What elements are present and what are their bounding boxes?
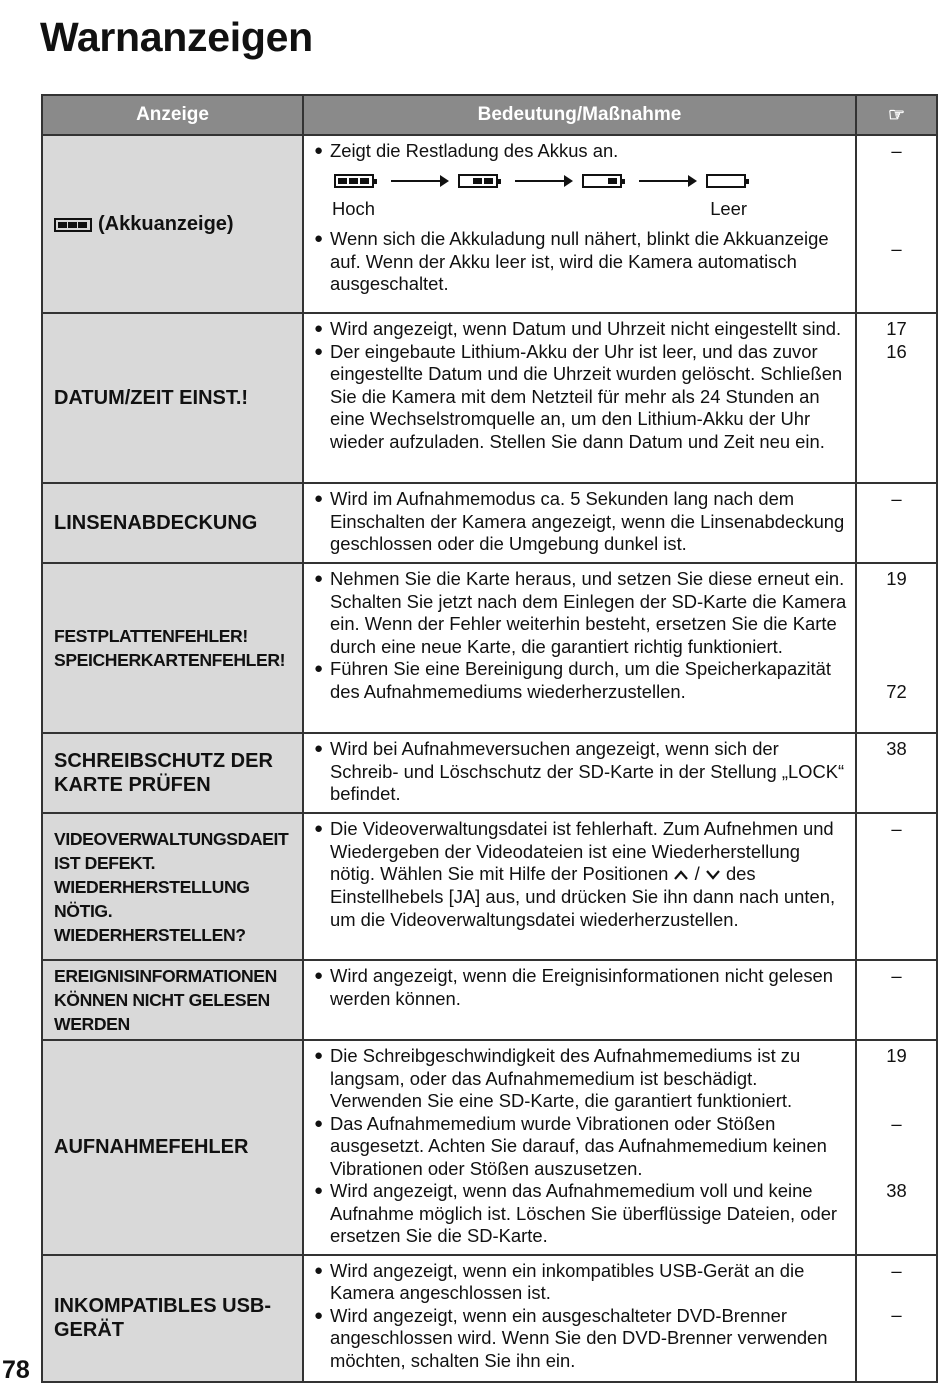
- list-item: ● Führen Sie eine Bereinigung durch, um die Speicherkapazität des Aufnahmemediums wiederherzustellen.: [314, 658, 831, 702]
- list-item: ● Die Videoverwaltungsdatei ist fehlerhaft. Zum Aufnehmen und Wiedergeben der Videodateien ist eine Wiederherstellung nötig. Wählen Sie mit Hilfe der Positionen / des Einstellhebels [JA] aus, und drücken Sie ihn dann nach unten, um die Videoverwaltungsdatei wiederherzustellen.: [314, 818, 836, 930]
- list-item: ● Wenn sich die Akkuladung null nähert, blinkt die Akkuanzeige auf. Wenn der Akku leer ist, wird die Kamera automatisch ausgeschaltet.: [314, 228, 829, 294]
- display-label: DATUM/ZEIT EINST.!: [42, 313, 303, 483]
- chevron-up-icon: [673, 864, 689, 887]
- battery-two-thirds-icon: [458, 174, 498, 188]
- warning-table: [41, 94, 938, 1383]
- page-title: Warnanzeigen: [40, 14, 313, 60]
- table-row: [42, 1040, 937, 1255]
- list-item: ● Das Aufnahmemedium wurde Vibrationen oder Stößen ausgesetzt. Achten Sie darauf, das Aufnahmemedium keinen Vibrationen oder Stößen auszusetzen.: [314, 1112, 827, 1179]
- page-reference: –: [891, 818, 902, 839]
- page-reference: 16: [886, 340, 907, 362]
- display-label: EREIGNISINFORMATIONEN KÖNNEN NICHT GELESEN WERDEN: [42, 960, 303, 1040]
- battery-one-third-icon: [582, 174, 622, 188]
- reference-cell: [856, 1040, 937, 1255]
- table-row: [42, 733, 937, 813]
- arrow-right-icon: [639, 180, 695, 182]
- display-cell: [42, 135, 303, 313]
- display-label: VIDEOVERWALTUNGSDAEIT IST DEFEKT. WIEDERHERSTELLUNG NÖTIG. WIEDERHERSTELLEN?: [42, 813, 303, 960]
- table-row: [42, 813, 937, 960]
- page-reference: –: [891, 488, 902, 509]
- battery-full-icon: [54, 218, 92, 232]
- list-item: ● Wird angezeigt, wenn ein ausgeschalteter DVD-Brenner angeschlossen wird. Wenn Sie den DVD-Brenner verwenden möchten, schalten Sie ihn ein.: [314, 1304, 828, 1371]
- scale-low-label: Leer: [710, 197, 747, 219]
- arrow-right-icon: [515, 180, 571, 182]
- list-item: ● Wird angezeigt, wenn die Ereignisinformationen nicht gelesen werden können.: [314, 965, 833, 1009]
- table-row: [42, 313, 937, 483]
- battery-full-icon: [334, 174, 374, 188]
- page-reference: 19: [886, 568, 907, 589]
- page-number: 78: [2, 1356, 30, 1384]
- table-header-row: [42, 95, 937, 135]
- table-row: [42, 483, 937, 563]
- list-item: ● Wird angezeigt, wenn ein inkompatibles USB-Gerät an die Kamera angeschlossen ist.: [314, 1259, 805, 1303]
- meaning-cell: [303, 813, 856, 960]
- reference-cell: [856, 483, 937, 563]
- table-row: [42, 563, 937, 733]
- page-reference: 19: [886, 1045, 907, 1066]
- reference-cell: [856, 813, 937, 960]
- table-row: [42, 1255, 937, 1382]
- scale-high-label: Hoch: [332, 197, 375, 219]
- battery-empty-icon: [706, 174, 746, 188]
- display-label: (Akkuanzeige): [98, 213, 234, 235]
- header-display: Anzeige: [42, 95, 303, 135]
- list-item: ● Die Schreibgeschwindigkeit des Aufnahmemediums ist zu langsam, oder das Aufnahmemedium ist beschädigt. Verwenden Sie eine SD-Karte, die garantiert funktioniert.: [314, 1045, 801, 1111]
- display-label: LINSENABDECKUNG: [42, 483, 303, 563]
- list-item: ● Nehmen Sie die Karte heraus, und setzen Sie diese erneut ein. Schalten Sie jetzt nach dem Einlegen der SD-Karte die Kamera ein. Wenn der Fehler weiterhin besteht, ersetzen Sie die Karte durch eine neue Karte, die garantiert richtig funktioniert.: [314, 568, 847, 657]
- display-label: AUFNAHMEFEHLER: [42, 1040, 303, 1255]
- meaning-cell: [303, 135, 856, 313]
- meaning-cell: [303, 1040, 856, 1255]
- list-item: ● Der eingebaute Lithium-Akku der Uhr ist leer, und das zuvor eingestellte Datum und die Uhrzeit wurden gelöscht. Schließen Sie die Kamera mit dem Netzteil für mehr als 24 Stunden an eine Wechselstromquelle an, um den Lithium-Akku der Uhr wieder aufzuladen. Stellen Sie dann Datum und Zeit neu ein.: [314, 340, 843, 452]
- page-reference: –: [891, 1112, 902, 1134]
- meaning-cell: [303, 563, 856, 733]
- page-reference: 38: [886, 1180, 907, 1201]
- page-reference: 72: [886, 680, 907, 702]
- meaning-cell: [303, 733, 856, 813]
- page-reference: –: [891, 965, 902, 986]
- reference-cell: [856, 135, 937, 313]
- reference-cell: [856, 960, 937, 1040]
- display-label: SCHREIBSCHUTZ DER KARTE PRÜFEN: [42, 733, 303, 813]
- table-row: [42, 135, 937, 313]
- list-item: ● Wird angezeigt, wenn das Aufnahmemedium voll und keine Aufnahme möglich ist. Löschen Sie überflüssige Dateien, oder ersetzen Sie die SD-Karte.: [314, 1180, 838, 1246]
- page-reference: –: [891, 1304, 902, 1325]
- meaning-cell: [303, 483, 856, 563]
- page-reference: –: [891, 140, 902, 161]
- battery-level-scale: [334, 166, 847, 196]
- reference-cell: [856, 1255, 937, 1382]
- display-label: FESTPLATTENFEHLER! SPEICHERKARTENFEHLER!: [42, 563, 303, 733]
- page-reference: 17: [886, 318, 907, 339]
- list-item: ● Wird angezeigt, wenn Datum und Uhrzeit nicht eingestellt sind.: [314, 318, 842, 339]
- arrow-right-icon: [391, 180, 447, 182]
- chevron-down-icon: [705, 864, 721, 887]
- list-item: ● Wird bei Aufnahmeversuchen angezeigt, wenn sich der Schreib- und Löschschutz der SD-Karte in der Stellung „LOCK“ befindet.: [314, 738, 845, 804]
- table-row: [42, 960, 937, 1040]
- page-reference: –: [891, 1259, 902, 1281]
- header-reference-icon: ☞: [856, 95, 937, 135]
- reference-cell: [856, 733, 937, 813]
- reference-cell: [856, 313, 937, 483]
- page-reference: 38: [886, 738, 907, 759]
- list-item: ● Wird im Aufnahmemodus ca. 5 Sekunden lang nach dem Einschalten der Kamera angezeigt, wenn die Linsenabdeckung geschlossen oder die Umgebung dunkel ist.: [314, 488, 845, 554]
- display-label: INKOMPATIBLES USB-GERÄT: [42, 1255, 303, 1382]
- reference-cell: [856, 563, 937, 733]
- page-reference: –: [891, 237, 902, 259]
- meaning-cell: [303, 1255, 856, 1382]
- header-meaning: Bedeutung/Maßnahme: [303, 95, 856, 135]
- list-item: ● Zeigt die Restladung des Akkus an.: [314, 140, 619, 161]
- meaning-cell: [303, 960, 856, 1040]
- meaning-cell: [303, 313, 856, 483]
